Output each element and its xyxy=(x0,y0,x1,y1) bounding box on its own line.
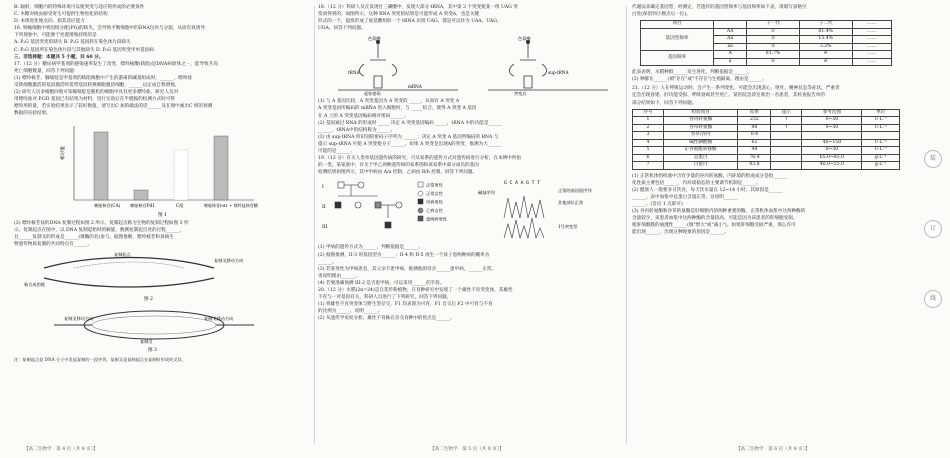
q21-sub: 含量较少，该患者血浆中这两种酶的含量较高，可能是因为该患者的肝细胞受损， xyxy=(632,216,798,222)
q20-continued: 代谢法来确定基因型，经测定，若遗传的基因型频率与基因频率如下表，请填写表格空 xyxy=(632,5,807,10)
table1-header: 项目 xyxy=(641,21,714,29)
lab-report-table xyxy=(632,109,900,170)
gen-ii: II xyxy=(322,205,326,211)
table2-header: 序号 xyxy=(633,109,664,117)
q21-line: 还会出现昏迷、肝功能受损、呼吸衰竭甚至死亡。某医院急诊室收治一名患者，其检查报告单的 xyxy=(632,93,825,99)
table2-cell: 232 xyxy=(738,117,771,125)
q21-sub: 化性质主要包括______，内环境稳态的主要调节机制是______。 xyxy=(632,180,761,186)
bar-group-4 xyxy=(214,136,228,200)
table2-cell: 2 xyxy=(633,124,664,132)
figure-note: 注：复制起点是 DNA 分子中发起复制的一段序列，复制叉是复制起点在复制时形成的叉状。 xyxy=(14,356,186,362)
q17-line: 用嘌呤盐对 P.GD 基因已有结果为材料，进行实验后在半胱胺的检测方式时可得 xyxy=(14,97,175,103)
label-mrna: mRNA xyxy=(408,84,422,90)
table2-cell: 谷丙转氨酶 xyxy=(664,117,738,125)
trna-diagram xyxy=(318,34,620,96)
q17-3-line: 物遗传物质复制的共同特点有______。 xyxy=(14,241,93,247)
q21-sub: 能出现______，出现这种现象的原因是______。 xyxy=(632,230,729,236)
q17-3-line: 且______复制叉的形成是______(填酶的名)参与。据图推断，嘌呤核苷和真核生 xyxy=(14,234,174,240)
table2-cell: 3 xyxy=(633,132,664,140)
table2-cell: g·L⁻¹ xyxy=(862,162,900,170)
trna-right xyxy=(510,40,547,88)
footer-page-5: 【高二生物学 第 5 页（共 8 页）】 xyxy=(430,447,504,452)
table2-cell xyxy=(771,154,802,162)
figure-1-bar-chart xyxy=(14,120,310,218)
q17-line: 数据的实验结果。 xyxy=(14,111,51,117)
table2-header: 提示 xyxy=(771,109,802,117)
q21-line: 21.（12 分）人在呼吸运动时，会产生一系列变化，可能会出现恶心、呕吐、精神状态等症状，严重者 xyxy=(632,86,840,92)
table2-cell: 1 xyxy=(633,117,664,125)
table1-cell: ⑥ xyxy=(799,58,852,66)
table2-cell: 0~50 xyxy=(802,117,862,125)
table1-cell: …… xyxy=(852,58,891,66)
table1-header: 子一代 xyxy=(747,21,800,29)
q17-3-line: 示。复制起点在图中，以 DNA 复制起始时的解旋，数测复制起点处的过程______， xyxy=(14,227,185,233)
table2-cell: U·L⁻¹ xyxy=(862,124,900,132)
footer-page-4: 【高二生物学 第 4 页（共 8 页）】 xyxy=(24,447,98,452)
figure-2-caption: 图 2 xyxy=(144,296,153,302)
section-heading: 三、非选择题：本题共 5 小题，共 60 分。 xyxy=(14,54,104,60)
page-6-column xyxy=(632,4,910,444)
bar-label-3: C组 xyxy=(176,202,184,208)
label-origin: 复制起点 xyxy=(114,251,131,257)
gen-i: I xyxy=(322,185,324,191)
label-amino-left: 色氨酸 xyxy=(368,36,381,42)
q19-sub: 请说明理由______。 xyxy=(318,273,360,279)
q19-line: 19.（12 分）有关人类单基因遗传病的研究，可从家系的遗传方式对遗传病进行分析，在本例中所指 xyxy=(318,156,521,162)
q15-option-c: C. 木糖对线虫耐受寄生可提供生物进化的结构 xyxy=(14,12,108,18)
table2-cell: 98 xyxy=(738,124,771,132)
q16-stem: 16. 果蝇细胞中果因组分配(PG)的缺失，会导致平衡细胞中的DNA包块与分裂，从而有效诱导 xyxy=(14,26,205,32)
q15-option-d: D. 本组进化地点向、损其适应能力 xyxy=(14,19,85,25)
label-start: 起始密码 xyxy=(364,91,381,97)
legend-normal-male: 正常男性 xyxy=(426,182,443,188)
q17-line: (1) 嘌呤核苷、脲嘧啶是甲基剂的缺陷细胞中产生的游离的碱基组成时，______，嘌呤盐 xyxy=(14,75,192,81)
after-table: 此表表明，水稻种群______发生进化，判断依据是______。 xyxy=(632,70,752,76)
table2-cell: 4 xyxy=(633,139,664,147)
q20-line: (1) 将雄性不育突变体与野生型杂交，F1 均表现为可育，F1 自交后 F2 中可育与不育 xyxy=(318,302,493,308)
q20-line: 不育与一对基因有关，科研人员进行了下列研究，回答下列问题。 xyxy=(318,295,452,301)
table2-cell: 白蛋白 xyxy=(664,162,738,170)
table2-cell: 0~50 xyxy=(802,124,862,132)
bar-label-4: 嘧啶核苷Pd1 + 嘌呤盐核苷酸 xyxy=(204,202,258,208)
sequence-text: G C A A G T T xyxy=(504,181,540,187)
margin-mark: 订 xyxy=(924,220,942,238)
table1-cell: ③ xyxy=(747,43,800,51)
page-4-column xyxy=(14,4,310,444)
table2-cell: 谷草/谷丙 xyxy=(664,132,738,140)
table2-cell xyxy=(862,132,900,140)
q21-sub: (2) 健康人一般要多日饮食，每天饮水量在 12~14 小时，其原因是______ xyxy=(632,187,783,193)
label-fork-right: 复制叉移动方向 xyxy=(204,315,234,321)
table2-cell: 62 xyxy=(738,139,771,147)
table1-cell: 基因型频率 xyxy=(641,28,714,51)
table1-cell: …… xyxy=(852,36,891,44)
q19-line: 检测结果如图所示，其中甲病由 A/a 控制，乙病由 B/b 控制，回答下列问题。 xyxy=(318,170,478,176)
table2-cell xyxy=(771,139,802,147)
table1-cell: A xyxy=(714,51,747,59)
table1-cell: …… xyxy=(852,28,891,36)
table2-cell: U·L⁻¹ xyxy=(862,117,900,125)
table1-cell: AA xyxy=(714,28,747,36)
trna-figure xyxy=(318,34,620,96)
q21-sub: (3) 谷丙转氨酶和谷草转氨酶是肝细胞内的两种重要的酶，正常机体血浆中这两种酶的 xyxy=(632,209,806,215)
figure-1-caption: 图 1 xyxy=(158,212,167,218)
seq-note-3: 1号突变型 xyxy=(558,224,578,230)
q16-stem-2: 下列现象中，可能源于处置增殖持续的是 xyxy=(14,33,97,39)
q18-sub: (3) 由 sup-tRNA 所识别的密码子序列为 ______；决定 A 突变 A 基因所编码的 RNA 与 xyxy=(318,134,499,140)
q18-line: UGA。回答下列问题。 xyxy=(318,26,366,32)
gen-iii: III xyxy=(322,225,328,231)
q17-line: 受新细胞激活的基因激活时需带基因转换细胞激活细胞，______以定成自我增殖。 xyxy=(14,83,180,89)
bar-group-3 xyxy=(174,150,188,200)
q16-options-ab: A. PₑG 基因突变的缺失 B. PₑG 基因转在染色体片段缺失 xyxy=(14,40,131,46)
table2-header: 参考范围 xyxy=(802,109,862,117)
table1-header xyxy=(714,21,747,29)
table2-header: 单位 xyxy=(862,109,900,117)
table2-cell: 40~150 xyxy=(802,139,862,147)
pedigree-figure xyxy=(318,178,620,242)
chart-ylabel: 相对值 xyxy=(61,145,66,160)
label-sup-trna: sup-tRNA xyxy=(548,70,569,76)
label-fork-left: 复制叉移动方向 xyxy=(64,315,94,321)
q18-sub: 提示 sup-tRNA 可使 A 突变使分子______。如果 A 突变是出现A的突变，推测为大______ xyxy=(318,141,502,147)
table1-cell: Aa xyxy=(714,36,747,44)
q19-sub: (4) 若要准确预测 III-2 是否患甲病，可以采用______的手段。 xyxy=(318,280,445,286)
q18-sub: 在 A 上的 A 突变基因编码相对密码______。 xyxy=(318,113,409,119)
seq-note-2: 其他部位正常 xyxy=(558,200,584,206)
table1-cell: 3.2% xyxy=(799,43,852,51)
table2-cell: 碱性磷酸酶 xyxy=(664,139,738,147)
page-5-column xyxy=(318,4,620,444)
q18-line: 18.（12 分）科研人员在发现甘三磷酸中，发现大部分 tRNA，其中第 3 个突变使某一组 UAG 突 xyxy=(318,5,518,10)
table1-cell: …… xyxy=(852,43,891,51)
table2-cell xyxy=(771,147,802,155)
table2-cell: 65.0~85.0 xyxy=(802,154,862,162)
label-fork-direction: 复制叉移动方向 xyxy=(214,257,244,263)
label-fork: 复制叉 xyxy=(140,338,153,344)
table2-cell: 0~50 xyxy=(802,147,862,155)
figure-3-caption: 图 3 xyxy=(148,347,157,353)
legend-both-male: 患两病男性 xyxy=(426,216,447,222)
table2-cell: 5 xyxy=(633,147,664,155)
q19-sub: (1) 甲病的遗传方式为______，判断依据是______。 xyxy=(318,245,423,251)
table1-cell: 81.4% xyxy=(799,28,852,36)
q17-3-line: (3) 嘌呤核苷盐的DNA 复制过程如图 2 所示，复制起点称为生物的复制过程如图 3 所 xyxy=(14,220,189,226)
figure-2-3 xyxy=(14,250,310,354)
q19-sub: ______。 xyxy=(318,259,337,265)
q17-line: 死亡细胞数量，回答下列问题： xyxy=(14,68,79,74)
label-trna: tRNA xyxy=(348,70,360,76)
table1-cell: 15.4% xyxy=(799,36,852,44)
q20-line: 20.（12 分）水稻(2n=24)是自花传粉植物，在育种研究中发现了一个雄性不育突变体，其雄性 xyxy=(318,287,513,293)
table2-cell: 40.0~55.0 xyxy=(802,162,862,170)
table2-cell xyxy=(802,132,862,140)
table1-header: 子二代 xyxy=(799,21,852,29)
q21-sub: 使肝细胞膜的通透性______(填"增大"或"减小")。如果肝细胞受损严重，那么有可 xyxy=(632,223,796,229)
bar-group-2 xyxy=(134,190,148,200)
q21-sub: ______，表中血浆中总蛋白含量正常，这说明______ xyxy=(632,194,738,200)
table2-header: 结果 xyxy=(738,109,771,117)
table1-cell: 81.7% xyxy=(747,51,800,59)
bar-label-1: 嘧啶核苷(CA) xyxy=(94,202,121,208)
trna-left xyxy=(360,40,397,88)
table2-cell: U·L⁻¹ xyxy=(862,147,900,155)
table2-cell: U·L⁻¹ xyxy=(862,139,900,147)
q18-line: 形式的一个，提炼形成了氨基酸组的一个 tRNA 识别 UAG，都是可以作为 UAA、UAG、 xyxy=(318,19,502,25)
q20-continued: 白处(保留到小数点后一位)。 xyxy=(632,12,691,18)
q16-options-cd: C. PₑG 基因所在染色体片段与其他缺失 D. PₑG 基因突变甲单基因病 xyxy=(14,47,154,53)
table2-cell: 6 xyxy=(633,154,664,162)
table2-cell xyxy=(771,132,802,140)
table2-cell: 总蛋白 xyxy=(664,154,738,162)
after-table: (3) 种群在______(填"存在"或"不存在")生殖隔离，理由是______。 xyxy=(632,77,767,83)
table2-cell: 76.4 xyxy=(738,154,771,162)
bar-label-2: 嘧啶核苷Pd1 xyxy=(130,202,155,208)
q18-sub: A 突变基因所编码的 mRNA 进入细胞时，与 _____结合，使得 A 突变 A 基因 xyxy=(318,106,477,112)
legend-disease-b-female: 乙病女性 xyxy=(426,208,443,214)
label-amino-right: 色氨酸 xyxy=(518,36,531,42)
column-divider xyxy=(314,6,315,444)
q21-sub: ______。(答出 1 点即可) xyxy=(632,202,683,208)
q20-line: 的比例为______，说明______。 xyxy=(318,309,383,315)
column-divider xyxy=(626,6,627,444)
q18-sub: 可能的是______。 xyxy=(318,149,355,155)
sequence-label: 碱基序列 xyxy=(478,190,495,196)
q21-sub: (1) 正常机体组织液中含有少量的谷丙转氨酶，内环境的组成成分是指______ xyxy=(632,173,787,179)
genotype-frequency-table xyxy=(640,20,892,66)
table2-cell: 谷草转氨酶 xyxy=(664,124,738,132)
replication-diagram xyxy=(14,250,310,354)
table2-cell xyxy=(771,162,802,170)
pedigree-and-sequence xyxy=(318,178,620,242)
q19-sub: (3) 若某男性为甲病患者，其父亲不患甲病，推测他的母亲______患甲病，______正常。 xyxy=(318,266,496,272)
bar-group-1 xyxy=(94,132,108,200)
table1-cell: ⑤ xyxy=(747,58,800,66)
q17-line: 嘌呤用的量，若实验结果显示了较好数值，请写出C 加的做法的话______及在图中画出C 组的预测 xyxy=(14,104,213,110)
q20-line: (2) 从遗传学角度分析，雄性不育株在杂交育种中的优点是______。 xyxy=(318,316,455,322)
q17-line: 17.（12 分）糖尿病甲基剂的感染速率发生了改变，嘌呤核酸(缺陷)是DNA病原体之一，能导致升高 xyxy=(14,61,218,67)
binding-margin xyxy=(924,0,944,458)
q19-sub: (2) 据图推测，II-3 的基因型为______；II-4 和 II-5 再生一个孩子患两种病的概率为 xyxy=(318,252,490,258)
legend-disease-a-male: 甲病男性 xyxy=(426,199,443,205)
q15-option-b: B. 辐射、细胞内的特殊环境可以使突变与适应的形成的必要条件 xyxy=(14,5,145,10)
table1-cell: 基因频率 xyxy=(641,51,714,66)
q18-sub: (2) 基因通过 RNA 的形成时 _____ 决定 A 突变基因编码 _____，tRNA 中的功能是______ xyxy=(318,120,503,126)
q18-line: 变而得到的。如图所示，这种 RNA 突变的结果是可能形成 A 突变A，也是关键 xyxy=(318,12,480,18)
table1-cell: ④ xyxy=(799,51,852,59)
table1-cell: …… xyxy=(852,51,891,59)
q19-line: 的一类。某家族中，有关于甲乙两种遗传病的家系图和该家系中部分成员的基因 xyxy=(318,163,479,169)
table2-cell: ↑ xyxy=(771,117,802,125)
q17-line: (2) 研究人员多细胞回收可知脲嘧啶是随机的细胞中具有更多嘌呤盐。研究人员对 xyxy=(14,90,179,96)
table2-cell: 43.8 xyxy=(738,162,771,170)
seq-note-1: 正常的基因组序列 xyxy=(558,188,592,194)
label-mutant: 突变后 xyxy=(514,91,527,97)
table2-cell: 7 xyxy=(633,162,664,170)
label-new-strand: 新合成的链 xyxy=(24,281,45,287)
table2-cell: 44 xyxy=(738,147,771,155)
table2-cell: 0.4 xyxy=(738,132,771,140)
margin-mark: 装 xyxy=(924,150,942,168)
q21-line: 部分结果如下，回答下列问题。 xyxy=(632,100,697,106)
table2-cell: ↑ xyxy=(771,124,802,132)
table1-header: …… xyxy=(852,21,891,29)
table2-cell: γ-谷氨酰转移酶 xyxy=(664,147,738,155)
table2-cell: g·L⁻¹ xyxy=(862,154,900,162)
table1-cell: aa xyxy=(714,43,747,51)
q18-sub: (1) 与 A 基因比较，A 突变基因为 A 突变的 _____，从而有 A 突变 A xyxy=(318,99,460,105)
table1-cell: ② xyxy=(747,36,800,44)
table2-header: 检验项目 xyxy=(664,109,738,117)
table1-cell: a xyxy=(714,58,747,66)
footer-page-6: 【高二生物学 第 6 页（共 8 页）】 xyxy=(736,447,810,452)
legend-normal-female: 正常女性 xyxy=(426,191,443,197)
q18-sub: ______，tRNA中的结构称为______。 xyxy=(318,127,395,133)
table1-cell: ① xyxy=(747,28,800,36)
figure-1 xyxy=(14,120,310,218)
margin-mark: 线 xyxy=(924,290,942,308)
